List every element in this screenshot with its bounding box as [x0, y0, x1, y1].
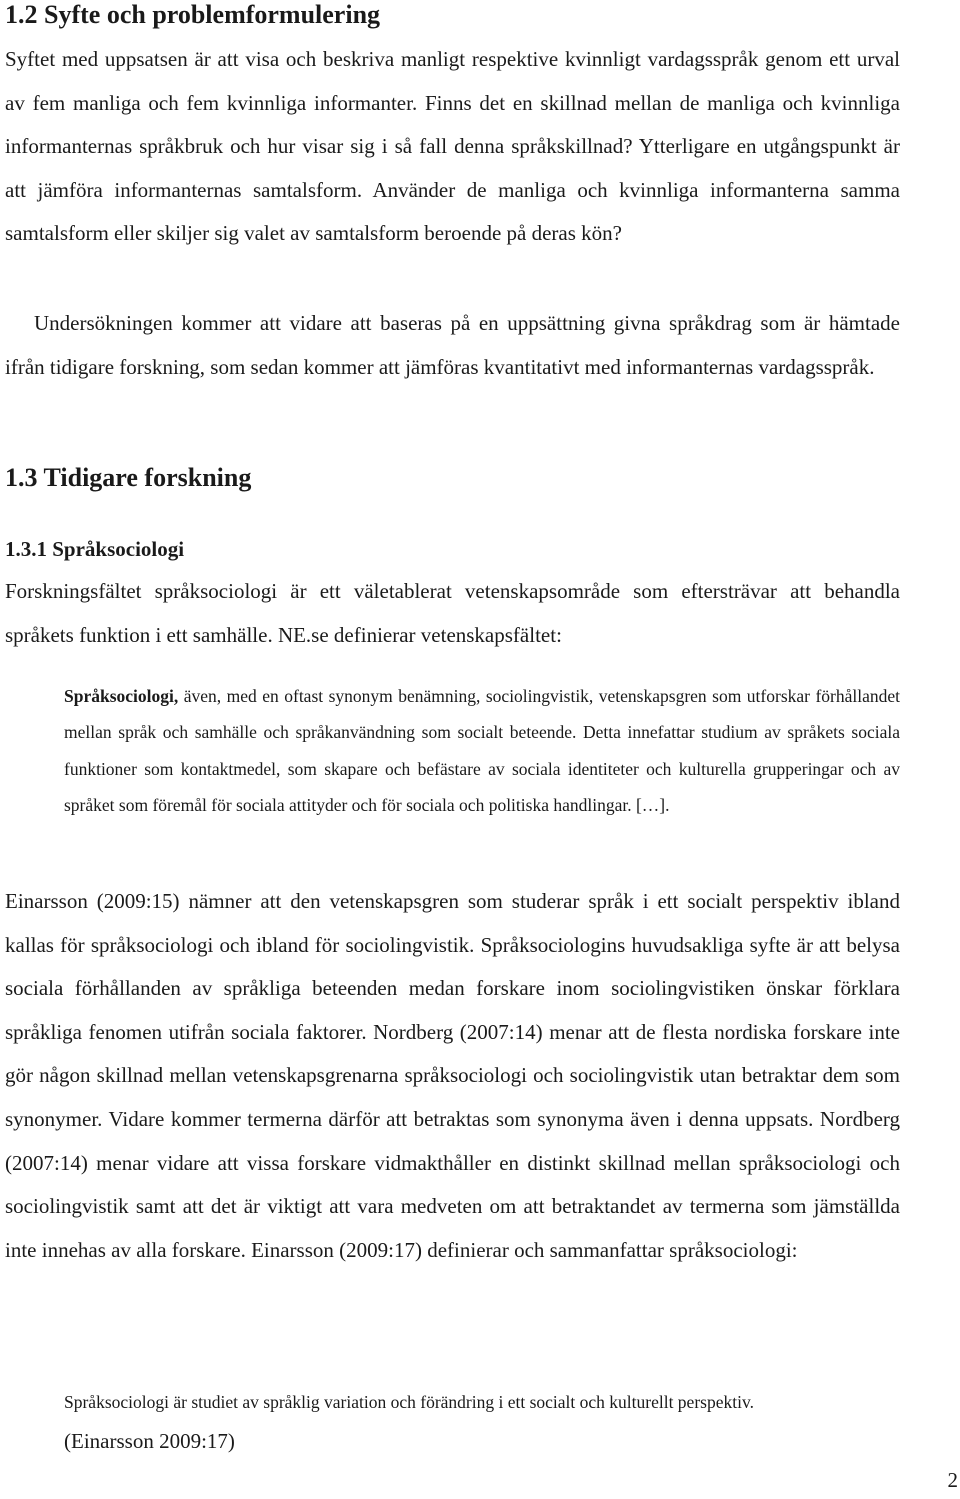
block-quote-einarsson: Språksociologi är studiet av språklig variation och förändring i ett socialt och kulturellt perspektiv.	[64, 1392, 754, 1412]
quote-text: även, med en oftast synonym benämning, sociolingvistik, vetenskapsgren som utforskar förhållandet mellan språk och samhälle och språkanvändning som socialt beteende. Detta innefattar studium av språkets sociala funktioner som kontaktmedel, som skapare och befästare av sociala identiteter och kulturella grupperingar och av språket som föremål för sociala attityder och för sociala och politiska handlingar. […].	[64, 686, 900, 816]
paragraph-undersokning: Undersökningen kommer att vidare att baseras på en uppsättning givna språkdrag som är hämtade ifrån tidigare forskning, som sedan kommer att jämföras kvantitativt med informanternas vardagsspråk.	[5, 311, 900, 379]
section-heading-1-3: 1.3 Tidigare forskning	[5, 463, 252, 492]
paragraph-forskningsfaltet: Forskningsfältet språksociologi är ett väletablerat vetenskapsområde som eftersträvar att behandla språkets funktion i ett samhälle. NE.se definierar vetenskapsfältet:	[5, 579, 900, 647]
page-number: 2	[947, 1468, 958, 1492]
subsection-heading-1-3-1: 1.3.1 Språksociologi	[5, 537, 185, 561]
paragraph-einarsson: Einarsson (2009:15) nämner att den vetenskapsgren som studerar språk i ett socialt perspektiv ibland kallas för språksociologi och ibland för sociolingvistik. Språksociologins huvudsakliga syfte är att belysa sociala förhållanden av språkliga beteenden medan forskare inom sociolingvistiken önskar förklara språkliga fenomen utifrån sociala faktorer. Nordberg (2007:14) menar att de flesta nordiska forskare inte gör någon skillnad mellan vetenskapsgrenarna språksociologi och sociolingvistik utan betraktar dem som synonymer. Vidare kommer termerna därför att betraktas som synonyma även i denna uppsats. Nordberg (2007:14) menar vidare att vissa forskare vidmakthåller en distinkt skillnad mellan språksociologi och sociolingvistik samt att det är viktigt att vara medveten om att betraktandet av termerna som jämställda inte innehas av alla forskare. Einarsson (2009:17) definierar och sammanfattar språksociologi:	[5, 889, 900, 1262]
quote-term: Språksociologi,	[64, 686, 179, 706]
section-heading-1-2: 1.2 Syfte och problemformulering	[5, 0, 381, 29]
block-quote-citation: (Einarsson 2009:17)	[64, 1429, 235, 1453]
block-quote-ne-definition	[64, 678, 900, 824]
paragraph-syfte: Syftet med uppsatsen är att visa och beskriva manligt respektive kvinnligt vardagsspråk genom ett urval av fem manliga och fem kvinnliga informanter. Finns det en skillnad mellan de manliga och kvinnliga informanternas språkbruk och hur visar sig i så fall denna språkskillnad? Ytterligare en utgångspunkt är att jämföra informanternas samtalsform. Använder de manliga och kvinnliga informanterna samma samtalsform eller skiljer sig valet av samtalsform beroende på deras kön?	[5, 47, 900, 246]
